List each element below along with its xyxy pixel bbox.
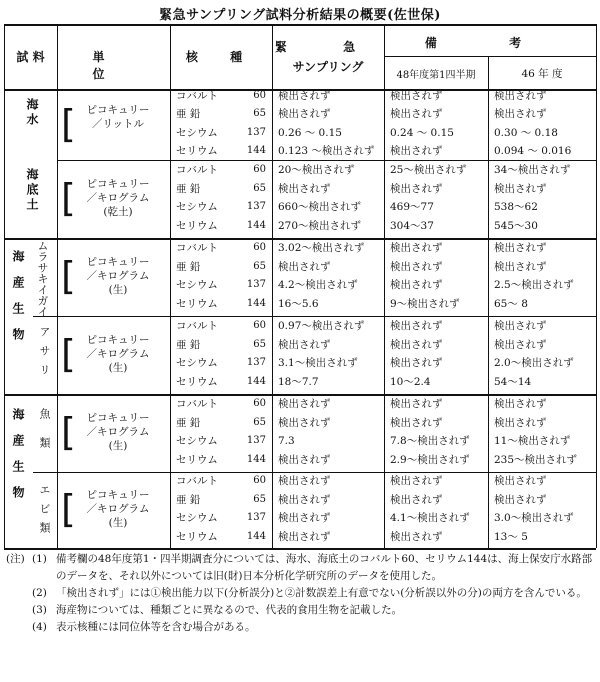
emergency-value: 検出されず — [278, 108, 331, 120]
unit-line-1: ピコキュリー — [86, 412, 150, 424]
fy48-value: 469～77 — [390, 201, 434, 213]
mass-number: 60 — [253, 398, 266, 409]
sublabel-clam: アサリ — [38, 326, 51, 383]
mass-number: 65 — [253, 260, 266, 272]
fy48-value: 10～2.4 — [390, 375, 431, 388]
nuclide-name: セリウム — [176, 530, 218, 543]
fy46-value: 検出されず — [494, 416, 547, 429]
fy46-value: 検出されず — [494, 398, 547, 410]
mass-number: 137 — [246, 435, 266, 446]
table-rule — [170, 24, 171, 548]
note-number: (4) — [32, 621, 47, 633]
fy48-value: 検出されず — [390, 475, 443, 487]
sample-label-seawater: 海水 — [25, 98, 39, 128]
nuclide-name: セリウム — [176, 219, 218, 232]
note-text: 表示核種には同位体等を含む場合がある。 — [56, 621, 256, 633]
nuclide-name: 亜 鉛 — [176, 260, 201, 273]
table-rule — [57, 160, 596, 161]
emergency-value: 検出されず — [278, 338, 331, 351]
mass-number: 60 — [253, 242, 266, 253]
fy46-value: 検出されず — [494, 260, 547, 273]
unit-line-3: (生) — [108, 517, 128, 529]
nuclide-name: 亜 鉛 — [176, 182, 201, 195]
fy48-value: 検出されず — [390, 182, 443, 195]
mass-number: 60 — [253, 320, 266, 331]
fy48-value: 4.1～検出されず — [390, 512, 470, 524]
fy46-value: 538～62 — [494, 201, 538, 213]
nuclide-name: セリウム — [176, 297, 218, 310]
note-text: 備考欄の48年度第1・四半期調査分については、海水、海底土のコバルト60、セリウム144は、海上保安庁水路部のデータを、それ以外については旧(財)日本分析化学研究所のデータを使用した。 — [56, 553, 593, 582]
fy46-value: 0.094 ～ 0.016 — [494, 145, 572, 157]
emergency-value: 20～検出されず — [278, 164, 355, 176]
emergency-value: 4.2～検出されず — [278, 279, 358, 291]
table-rule — [272, 24, 273, 548]
nuclide-name: セシウム — [176, 279, 218, 291]
fy46-value: 2.0～検出されず — [494, 357, 574, 369]
unit-line-1: ピコキュリー — [86, 178, 150, 190]
fy48-value: 検出されず — [390, 89, 443, 102]
fy48-value: 検出されず — [390, 279, 443, 291]
mass-number: 60 — [253, 164, 266, 175]
fy46-value: 検出されず — [494, 320, 547, 332]
sublabel-mussel: ムラサキイガイ — [36, 240, 49, 317]
note-item — [6, 619, 596, 636]
nuclide-name: コバルト — [176, 398, 218, 410]
emergency-value: 検出されず — [278, 398, 331, 410]
fy48-value: 2.9～検出されず — [390, 453, 470, 466]
emergency-value: 3.02～検出されず — [278, 242, 365, 254]
table-rule — [596, 24, 597, 548]
mass-number: 144 — [246, 375, 266, 387]
emergency-value: 7.3 — [278, 435, 295, 447]
fy46-value: 54～14 — [494, 375, 532, 388]
emergency-value: 検出されず — [278, 475, 331, 487]
unit-line-2: ／キログラム — [86, 503, 150, 515]
emergency-value: 3.1～検出されず — [278, 357, 358, 369]
unit-line-2: ／キログラム — [86, 270, 150, 282]
header-fy46: 46 年 度 — [521, 68, 563, 80]
mass-number: 60 — [253, 475, 266, 486]
mass-number: 137 — [246, 512, 266, 523]
nuclide-name: コバルト — [176, 320, 218, 332]
mass-number: 144 — [246, 453, 266, 465]
mass-number: 65 — [253, 416, 266, 428]
unit-bracket-open: [ — [61, 487, 76, 531]
mass-number: 144 — [246, 297, 266, 309]
fy48-value: 検出されず — [390, 320, 443, 332]
fy46-value: 235～検出されず — [494, 453, 578, 466]
fy46-value: 検出されず — [494, 338, 547, 351]
nuclide-name: コバルト — [176, 164, 218, 176]
emergency-value: 0.97～検出されず — [278, 320, 365, 332]
note-item — [6, 585, 596, 602]
unit-line-2: ／キログラム — [86, 192, 150, 204]
fy46-value: 3.0～検出されず — [494, 512, 574, 524]
table-rule — [488, 56, 489, 548]
nuclide-name: コバルト — [176, 89, 218, 102]
emergency-value: 検出されず — [278, 530, 331, 543]
unit-line-3: (生) — [108, 284, 128, 296]
unit-line-2: ／リットル — [91, 117, 145, 130]
fy48-value: 9～検出されず — [390, 297, 460, 310]
header-fy48: 48年度第1四半期 — [396, 70, 476, 81]
nuclide-name: 亜 鉛 — [176, 493, 201, 506]
mass-number: 65 — [253, 182, 266, 194]
table-rule — [57, 24, 58, 548]
fy46-value: 検出されず — [494, 242, 547, 254]
mass-number: 144 — [246, 145, 266, 156]
nuclide-name: セシウム — [176, 357, 218, 369]
unit-line-3: (生) — [108, 362, 128, 374]
fy46-value: 0.30 ～ 0.18 — [494, 126, 558, 139]
nuclide-name: コバルト — [176, 475, 218, 487]
fy46-value: 2.5～検出されず — [494, 279, 574, 291]
unit-line-1: ピコキュリー — [86, 489, 150, 501]
emergency-value: 16～5.6 — [278, 297, 319, 310]
fy48-value: 25～検出されず — [390, 164, 467, 176]
emergency-value: 270～検出されず — [278, 219, 362, 232]
fy46-value: 11～検出されず — [494, 435, 571, 447]
mass-number: 65 — [253, 338, 266, 350]
mass-number: 65 — [253, 493, 266, 505]
fy48-value: 0.24 ～ 0.15 — [390, 126, 454, 139]
fy48-value: 検出されず — [390, 493, 443, 506]
note-item — [6, 551, 596, 585]
nuclide-name: セリウム — [176, 453, 218, 466]
table-rule — [33, 316, 596, 317]
table-rule — [4, 24, 596, 26]
nuclide-name: 亜 鉛 — [176, 338, 201, 351]
nuclide-name: 亜 鉛 — [176, 416, 201, 429]
fy48-value: 検出されず — [390, 357, 443, 369]
mass-number: 137 — [246, 126, 266, 138]
note-number: (3) — [32, 604, 47, 616]
note-number: (1) — [32, 553, 47, 565]
nuclide-name: セリウム — [176, 375, 218, 388]
notes-section — [6, 551, 596, 636]
mass-number: 137 — [246, 357, 266, 368]
fy46-value: 34～検出されず — [494, 164, 571, 176]
emergency-value: 検出されず — [278, 182, 331, 195]
unit-line-3: (乾土) — [103, 206, 133, 218]
emergency-value: 0.26 ～ 0.15 — [278, 126, 342, 139]
fy48-value: 検出されず — [390, 416, 443, 429]
fy46-value: 13～ 5 — [494, 530, 528, 543]
fy46-value: 検出されず — [494, 493, 547, 506]
emergency-value: 検出されず — [278, 260, 331, 273]
emergency-value: 0.123 ～検出されず — [278, 145, 375, 157]
mass-number: 144 — [246, 219, 266, 231]
emergency-value: 18～7.7 — [278, 375, 319, 388]
note-number: (2) — [32, 587, 47, 599]
emergency-value: 660～検出されず — [278, 201, 362, 213]
fy46-value: 545～30 — [494, 219, 538, 232]
unit-line-2: ／キログラム — [86, 348, 150, 360]
unit-bracket-open: [ — [61, 410, 76, 454]
nuclide-name: セリウム — [176, 145, 218, 157]
header-nuclide: 核 種 — [185, 50, 257, 64]
header-emergency: 緊 急 — [274, 40, 382, 54]
fy46-value: 検出されず — [494, 182, 547, 195]
fy48-value: 304～37 — [390, 219, 434, 232]
table-rule — [384, 56, 596, 57]
header-unit: 単 位 — [92, 50, 135, 81]
mass-number: 137 — [246, 279, 266, 290]
fy48-value: 検出されず — [390, 338, 443, 351]
page-title: 緊急サンプリング試料分析結果の概要(佐世保) — [159, 8, 441, 23]
nuclide-name: セシウム — [176, 435, 218, 447]
unit-line-1: ピコキュリー — [86, 103, 150, 116]
header-sample: 試 料 — [16, 50, 45, 64]
fy46-value: 65～ 8 — [494, 297, 528, 310]
fy46-value: 検出されず — [494, 475, 547, 487]
fy48-value: 検出されず — [390, 145, 443, 157]
note-item — [6, 602, 596, 619]
unit-bracket-open: [ — [61, 332, 76, 376]
mass-number: 144 — [246, 530, 266, 542]
nuclide-name: セシウム — [176, 201, 218, 213]
mass-number: 60 — [253, 89, 266, 101]
fy46-value: 検出されず — [494, 108, 547, 120]
emergency-value: 検出されず — [278, 512, 331, 524]
sample-label-sediment: 海底土 — [25, 168, 39, 213]
notes-mark: (注) — [6, 553, 25, 565]
header-sampling: サンプリング — [292, 60, 364, 74]
fy48-value: 検出されず — [390, 242, 443, 254]
fy48-value: 7.8～検出されず — [390, 435, 470, 447]
mass-number: 65 — [253, 108, 266, 119]
unit-bracket-open: [ — [61, 176, 76, 220]
nuclide-name: 亜 鉛 — [176, 108, 201, 120]
sublabel-shrimp: エビ類 — [38, 484, 51, 541]
emergency-value: 検出されず — [278, 493, 331, 506]
nuclide-name: セシウム — [176, 512, 218, 524]
header-remarks: 備 考 — [424, 36, 556, 50]
unit-line-1: ピコキュリー — [86, 334, 150, 346]
sample-label-biota-2: 海産生物 — [11, 408, 25, 512]
unit-line-1: ピコキュリー — [86, 256, 150, 268]
table-rule — [4, 24, 5, 548]
fy48-value: 検出されず — [390, 260, 443, 273]
nuclide-name: セシウム — [176, 126, 218, 139]
unit-bracket-open: [ — [61, 101, 76, 146]
emergency-value: 検出されず — [278, 89, 331, 102]
table-rule — [4, 548, 596, 550]
unit-line-2: ／キログラム — [86, 426, 150, 438]
mass-number: 137 — [246, 201, 266, 212]
note-text: 海産物については、種類ごとに異なるので、代表的食用生物を記載した。 — [56, 604, 403, 616]
sublabel-fish: 魚類 — [38, 408, 51, 466]
note-text: 「検出されず」には①検出能力以下(分析誤分)と②計数誤差上有意でない(分析誤以外の分)の両方を含んでいる。 — [56, 587, 587, 599]
emergency-value: 検出されず — [278, 453, 331, 466]
fy48-value: 検出されず — [390, 108, 443, 120]
unit-bracket-open: [ — [61, 254, 76, 298]
unit-line-3: (生) — [108, 440, 128, 452]
fy48-value: 検出されず — [390, 398, 443, 410]
nuclide-name: コバルト — [176, 242, 218, 254]
sample-label-biota-1: 海産生物 — [11, 250, 25, 354]
emergency-value: 検出されず — [278, 416, 331, 429]
fy46-value: 検出されず — [494, 89, 547, 102]
fy48-value: 検出されず — [390, 530, 443, 543]
table-rule — [384, 24, 385, 548]
